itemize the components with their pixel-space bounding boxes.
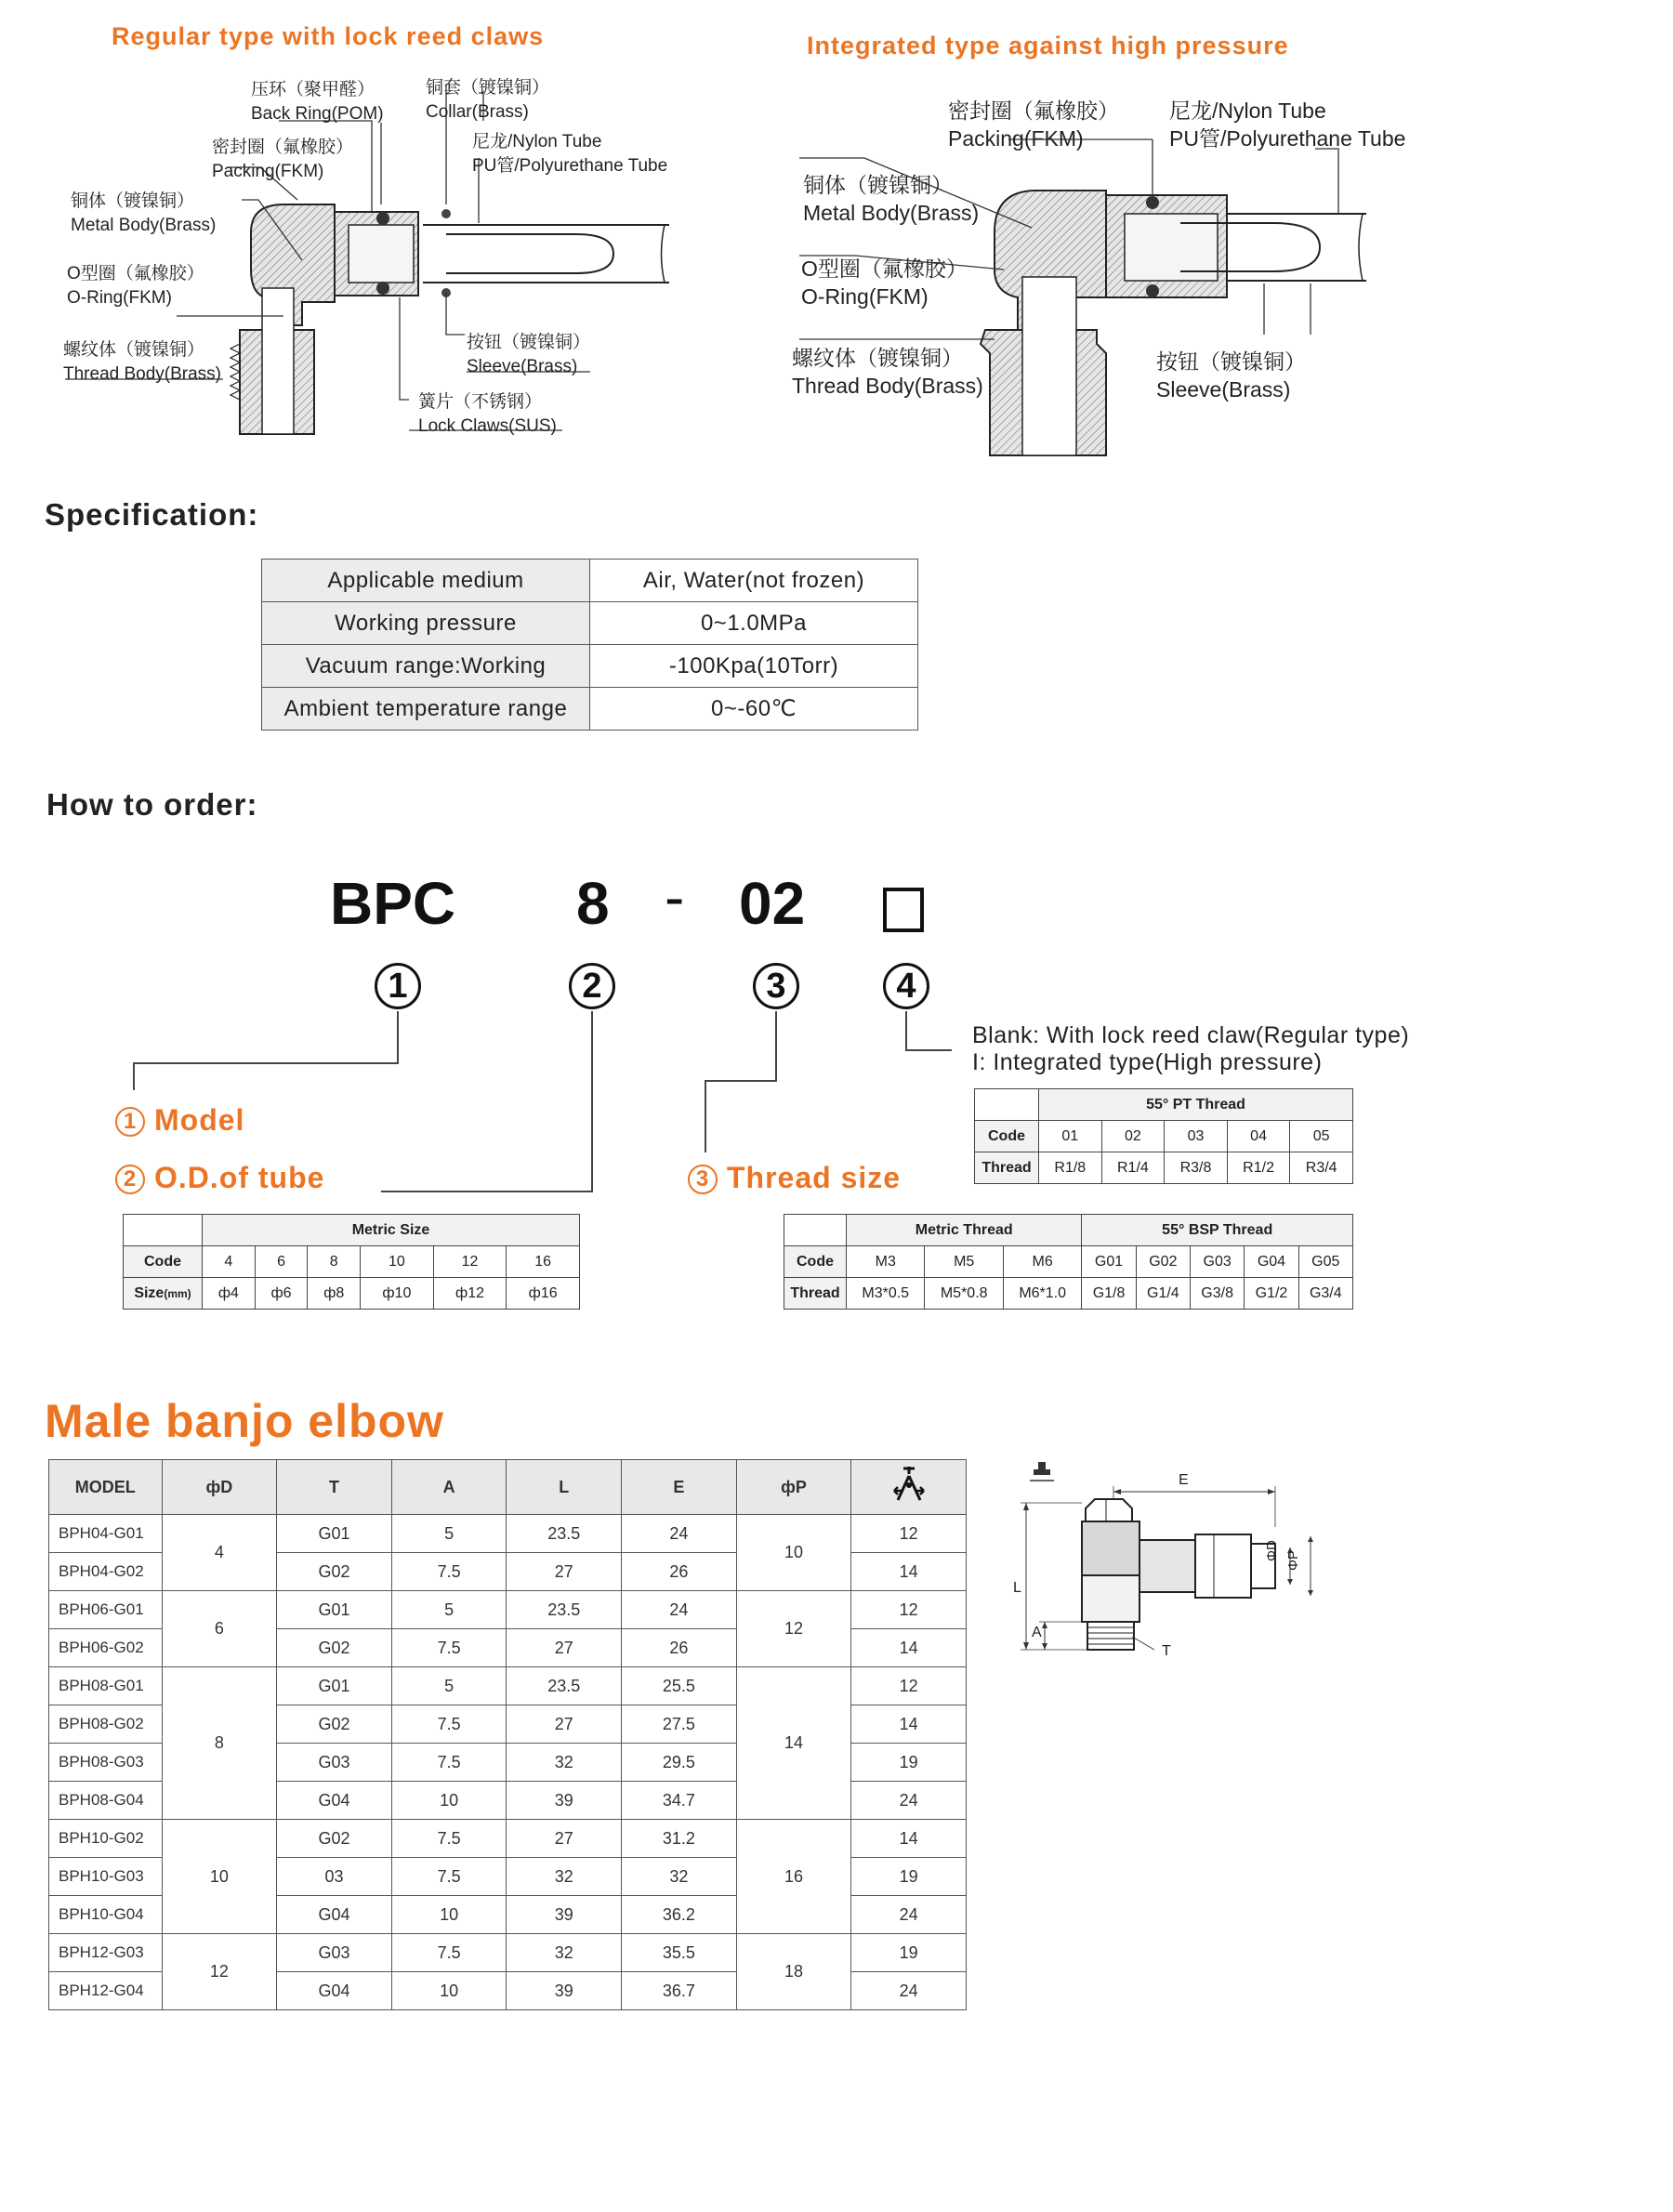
packing-label-en: Packing(FKM) — [212, 162, 324, 181]
collar-label-en: Collar(Brass) — [426, 102, 529, 122]
l-cell: 23.5 — [507, 1591, 622, 1629]
model-cell: BPH10-G04 — [49, 1896, 163, 1934]
tube-label-line2: PU管/Polyurethane Tube — [472, 156, 668, 176]
wrench-cell: 14 — [851, 1629, 967, 1667]
connector-line — [133, 1062, 399, 1064]
model-cell: BPH12-G03 — [49, 1934, 163, 1972]
lock-claws-label-cn: 簧片（不锈钢） — [418, 392, 543, 412]
pt-code-row — [975, 1121, 1353, 1152]
banjo-title: Male banjo elbow — [45, 1395, 444, 1447]
spec-key: Working pressure — [262, 602, 590, 645]
header-a: A — [391, 1460, 507, 1515]
a-cell: 10 — [391, 1972, 507, 2010]
connector-line — [705, 1080, 777, 1082]
l-cell: 39 — [507, 1972, 622, 2010]
wrench-cell: 19 — [851, 1858, 967, 1896]
wrench-size-icon — [890, 1465, 928, 1506]
int-tube-label-line1: 尼龙/Nylon Tube — [1169, 99, 1326, 123]
dim-l-label: L — [1013, 1580, 1021, 1596]
int-metal-body-label-cn: 铜体（镀镍铜） — [803, 173, 953, 197]
wrench-cell: 12 — [851, 1591, 967, 1629]
model-cell: BPH10-G02 — [49, 1820, 163, 1858]
int-metal-body-label-en: Metal Body(Brass) — [803, 201, 980, 225]
order-code-size: 8 — [576, 870, 610, 937]
int-packing-label-cn: 密封圈（氟橡胶） — [948, 99, 1119, 123]
connector-line — [905, 1011, 907, 1050]
integrated-type-title: Integrated type against high pressure — [807, 32, 1289, 59]
e-cell: 25.5 — [622, 1667, 737, 1705]
model-cell: BPH04-G01 — [49, 1515, 163, 1553]
metric-code-cell: 10 — [361, 1246, 434, 1278]
pt-code-cell: 04 — [1227, 1121, 1290, 1152]
t-cell: G03 — [277, 1934, 392, 1972]
metric-size-cell: ф16 — [507, 1278, 580, 1310]
l-cell: 23.5 — [507, 1515, 622, 1553]
sleeve-label-en: Sleeve(Brass) — [467, 357, 578, 376]
metric-size-label: Size(mm) — [124, 1278, 203, 1310]
back-ring-label-cn: 压环（聚甲醛） — [251, 80, 375, 99]
dim-e-label: E — [1179, 1472, 1189, 1488]
mb-thread-row — [784, 1278, 1353, 1310]
model-cell: BPH08-G03 — [49, 1744, 163, 1782]
connector-line — [775, 1011, 777, 1081]
order-code-model: BPC — [330, 870, 456, 937]
regular-type-diagram — [56, 65, 725, 455]
mb-thread-cell: G1/4 — [1136, 1278, 1190, 1310]
pt-code-cell: 05 — [1290, 1121, 1353, 1152]
order-code-suffix-box — [883, 888, 924, 932]
lock-claws-label-en: Lock Claws(SUS) — [418, 416, 557, 436]
spec-value: Air, Water(not frozen) — [590, 560, 918, 602]
t-cell: G01 — [277, 1591, 392, 1629]
int-thread-body-label-en: Thread Body(Brass) — [792, 374, 983, 398]
metric-size-cell: ф10 — [361, 1278, 434, 1310]
regular-type-title: Regular type with lock reed claws — [112, 22, 545, 50]
l-cell: 27 — [507, 1629, 622, 1667]
model-cell: BPH12-G04 — [49, 1972, 163, 2010]
metal-body-label-en: Metal Body(Brass) — [71, 216, 217, 235]
mb-code-cell: G03 — [1191, 1246, 1245, 1278]
a-cell: 5 — [391, 1515, 507, 1553]
l-cell: 32 — [507, 1934, 622, 1972]
metric-size-cell: ф8 — [308, 1278, 361, 1310]
int-tube-label-line2: PU管/Polyurethane Tube — [1169, 126, 1406, 151]
p-cell: 16 — [736, 1820, 851, 1934]
metric-code-cell: 4 — [203, 1246, 256, 1278]
t-cell: G02 — [277, 1820, 392, 1858]
t-cell: G02 — [277, 1553, 392, 1591]
connector-line — [133, 1062, 135, 1090]
p-cell: 18 — [736, 1934, 851, 2010]
p-cell: 14 — [736, 1667, 851, 1820]
how-to-order-title: How to order: — [46, 787, 258, 822]
p-cell: 10 — [736, 1515, 851, 1591]
metal-body-label-cn: 铜体（镀镍铜） — [71, 191, 195, 211]
e-cell: 26 — [622, 1629, 737, 1667]
order-number-2: 2 — [569, 963, 615, 1009]
header-l: L — [507, 1460, 622, 1515]
d-cell: 6 — [162, 1591, 277, 1667]
e-cell: 36.2 — [622, 1896, 737, 1934]
header-d: фD — [162, 1460, 277, 1515]
metric-bsp-thread-table — [784, 1214, 1353, 1310]
legend-number-2: 2 — [115, 1165, 145, 1194]
metric-code-cell: 6 — [255, 1246, 308, 1278]
t-cell: G01 — [277, 1515, 392, 1553]
mb-thread-label: Thread — [784, 1278, 847, 1310]
int-thread-body-label-cn: 螺纹体（镀镍铜） — [792, 346, 963, 370]
legend-number-1: 1 — [115, 1107, 145, 1137]
mb-thread-cell: G3/8 — [1191, 1278, 1245, 1310]
pt-thread-header: 55° PT Thread — [1039, 1089, 1353, 1121]
int-oring-label-en: O-Ring(FKM) — [801, 284, 929, 309]
mb-code-cell: G01 — [1082, 1246, 1136, 1278]
spec-key: Vacuum range:Working — [262, 645, 590, 688]
t-cell: G04 — [277, 1972, 392, 2010]
bsp-thread-header: 55° BSP Thread — [1082, 1215, 1353, 1246]
mb-code-row — [784, 1246, 1353, 1278]
e-cell: 31.2 — [622, 1820, 737, 1858]
wrench-cell: 14 — [851, 1820, 967, 1858]
wrench-cell: 24 — [851, 1896, 967, 1934]
pt-thread-row — [975, 1152, 1353, 1184]
oring-label-en: O-Ring(FKM) — [67, 288, 172, 308]
metric-size-cell: ф12 — [433, 1278, 507, 1310]
dim-p-label: ΦP — [1285, 1550, 1301, 1571]
metric-size-cell: ф4 — [203, 1278, 256, 1310]
a-cell: 7.5 — [391, 1744, 507, 1782]
a-cell: 5 — [391, 1667, 507, 1705]
e-cell: 24 — [622, 1515, 737, 1553]
metric-code-cell: 8 — [308, 1246, 361, 1278]
pt-thread-cell: R3/4 — [1290, 1152, 1353, 1184]
order-number-3: 3 — [753, 963, 799, 1009]
mb-thread-cell: G3/4 — [1298, 1278, 1352, 1310]
p-cell: 12 — [736, 1591, 851, 1667]
table-row — [49, 1934, 967, 1972]
header-p: фP — [736, 1460, 851, 1515]
mb-code-cell: G05 — [1298, 1246, 1352, 1278]
wrench-cell: 14 — [851, 1705, 967, 1744]
d-cell: 8 — [162, 1667, 277, 1820]
metric-size-cell: ф6 — [255, 1278, 308, 1310]
model-cell: BPH10-G03 — [49, 1858, 163, 1896]
spec-key: Ambient temperature range — [262, 688, 590, 731]
mb-thread-cell: M6*1.0 — [1003, 1278, 1081, 1310]
suffix-description — [972, 1022, 1409, 1076]
header-t: T — [277, 1460, 392, 1515]
t-cell: G02 — [277, 1705, 392, 1744]
t-cell: G03 — [277, 1744, 392, 1782]
spec-row — [262, 560, 918, 602]
banjo-header-row — [49, 1460, 967, 1515]
order-number-1: 1 — [375, 963, 421, 1009]
metric-code-cell: 12 — [433, 1246, 507, 1278]
suffix-line-2: I: Integrated type(High pressure) — [972, 1049, 1323, 1075]
a-cell: 7.5 — [391, 1553, 507, 1591]
e-cell: 27.5 — [622, 1705, 737, 1744]
wrench-cell: 14 — [851, 1553, 967, 1591]
e-cell: 35.5 — [622, 1934, 737, 1972]
header-wrench — [851, 1460, 967, 1515]
legend-thread: 3 Thread size — [688, 1161, 901, 1195]
tube-label-line1: 尼龙/Nylon Tube — [472, 132, 602, 151]
spec-row — [262, 645, 918, 688]
wrench-cell: 19 — [851, 1934, 967, 1972]
connector-line — [591, 1011, 593, 1192]
dim-d-label: ΦD — [1264, 1540, 1280, 1561]
metric-size-row — [124, 1278, 580, 1310]
d-cell: 10 — [162, 1820, 277, 1934]
metric-size-table — [123, 1214, 580, 1310]
pt-thread-cell: R1/4 — [1101, 1152, 1165, 1184]
metric-code-cell: 16 — [507, 1246, 580, 1278]
pt-thread-cell: R1/8 — [1039, 1152, 1102, 1184]
packing-label-cn: 密封圈（氟橡胶） — [212, 138, 354, 157]
spec-key: Applicable medium — [262, 560, 590, 602]
a-cell: 7.5 — [391, 1820, 507, 1858]
l-cell: 27 — [507, 1820, 622, 1858]
header-e: E — [622, 1460, 737, 1515]
model-cell: BPH08-G04 — [49, 1782, 163, 1820]
mb-code-cell: M5 — [925, 1246, 1003, 1278]
pt-code-label: Code — [975, 1121, 1039, 1152]
d-cell: 4 — [162, 1515, 277, 1591]
spec-row — [262, 602, 918, 645]
wrench-cell: 24 — [851, 1972, 967, 2010]
back-ring-label-en: Back Ring(POM) — [251, 104, 384, 124]
spec-value: -100Kpa(10Torr) — [590, 645, 918, 688]
metric-thread-header: Metric Thread — [847, 1215, 1082, 1246]
model-cell: BPH04-G02 — [49, 1553, 163, 1591]
t-cell: G04 — [277, 1896, 392, 1934]
int-packing-label-en: Packing(FKM) — [948, 126, 1084, 151]
banjo-dimension-drawing — [1013, 1455, 1329, 1664]
wrench-cell: 12 — [851, 1515, 967, 1553]
metric-size-header: Metric Size — [203, 1215, 580, 1246]
mb-code-cell: M6 — [1003, 1246, 1081, 1278]
order-code-dash: - — [665, 863, 685, 930]
l-cell: 39 — [507, 1782, 622, 1820]
metric-code-label: Code — [124, 1246, 203, 1278]
table-row — [49, 1820, 967, 1858]
dim-a-label: A — [1032, 1625, 1042, 1640]
mb-thread-cell: G1/8 — [1082, 1278, 1136, 1310]
a-cell: 7.5 — [391, 1858, 507, 1896]
mb-code-cell: M3 — [847, 1246, 925, 1278]
t-cell: G04 — [277, 1782, 392, 1820]
l-cell: 39 — [507, 1896, 622, 1934]
int-sleeve-label-en: Sleeve(Brass) — [1156, 377, 1291, 402]
thread-body-label-en: Thread Body(Brass) — [63, 364, 222, 384]
l-cell: 27 — [507, 1553, 622, 1591]
spec-value: 0~1.0MPa — [590, 602, 918, 645]
mb-code-cell: G04 — [1245, 1246, 1298, 1278]
connector-line — [705, 1080, 706, 1152]
spec-row — [262, 688, 918, 731]
metric-code-row — [124, 1246, 580, 1278]
a-cell: 10 — [391, 1896, 507, 1934]
t-cell: 03 — [277, 1858, 392, 1896]
mb-code-label: Code — [784, 1246, 847, 1278]
e-cell: 36.7 — [622, 1972, 737, 2010]
connector-line — [381, 1191, 593, 1192]
t-cell: G01 — [277, 1667, 392, 1705]
t-cell: G02 — [277, 1629, 392, 1667]
specification-table — [261, 559, 918, 731]
table-row — [49, 1667, 967, 1705]
specification-title: Specification: — [45, 497, 259, 532]
mb-thread-cell: M5*0.8 — [925, 1278, 1003, 1310]
d-cell: 12 — [162, 1934, 277, 2010]
pt-code-cell: 03 — [1165, 1121, 1228, 1152]
connector-line — [397, 1011, 399, 1063]
table-row — [49, 1515, 967, 1553]
l-cell: 27 — [507, 1705, 622, 1744]
a-cell: 7.5 — [391, 1629, 507, 1667]
pt-thread-cell: R3/8 — [1165, 1152, 1228, 1184]
order-number-4: 4 — [883, 963, 929, 1009]
a-cell: 10 — [391, 1782, 507, 1820]
model-cell: BPH06-G02 — [49, 1629, 163, 1667]
mb-thread-cell: G1/2 — [1245, 1278, 1298, 1310]
mb-code-cell: G02 — [1136, 1246, 1190, 1278]
table-row — [49, 1591, 967, 1629]
pt-thread-cell: R1/2 — [1227, 1152, 1290, 1184]
e-cell: 26 — [622, 1553, 737, 1591]
a-cell: 7.5 — [391, 1705, 507, 1744]
pt-thread-table — [974, 1088, 1353, 1184]
e-cell: 24 — [622, 1591, 737, 1629]
a-cell: 7.5 — [391, 1934, 507, 1972]
order-code-thread: 02 — [739, 870, 806, 937]
a-cell: 5 — [391, 1591, 507, 1629]
dim-t-label: T — [1162, 1643, 1171, 1659]
model-cell: BPH06-G01 — [49, 1591, 163, 1629]
e-cell: 29.5 — [622, 1744, 737, 1782]
legend-number-3: 3 — [688, 1165, 718, 1194]
e-cell: 32 — [622, 1858, 737, 1896]
oring-label-cn: O型圈（氟橡胶） — [67, 264, 204, 283]
suffix-line-1: Blank: With lock reed claw(Regular type) — [972, 1022, 1410, 1048]
e-cell: 34.7 — [622, 1782, 737, 1820]
wrench-cell: 12 — [851, 1667, 967, 1705]
model-cell: BPH08-G02 — [49, 1705, 163, 1744]
pt-code-cell: 02 — [1101, 1121, 1165, 1152]
int-oring-label-cn: O型圈（氟橡胶） — [801, 257, 968, 281]
header-model: MODEL — [49, 1460, 163, 1515]
wrench-cell: 19 — [851, 1744, 967, 1782]
model-cell: BPH08-G01 — [49, 1667, 163, 1705]
l-cell: 23.5 — [507, 1667, 622, 1705]
l-cell: 32 — [507, 1858, 622, 1896]
l-cell: 32 — [507, 1744, 622, 1782]
collar-label-cn: 铜套（镀镍铜） — [426, 78, 550, 98]
spec-value: 0~-60℃ — [590, 688, 918, 731]
thread-body-label-cn: 螺纹体（镀镍铜） — [63, 340, 205, 360]
int-sleeve-label-cn: 按钮（镀镍铜） — [1156, 349, 1306, 374]
legend-tube: 2 O.D.of tube — [115, 1161, 324, 1195]
banjo-table — [48, 1459, 967, 2010]
sleeve-label-cn: 按钮（镀镍铜） — [467, 333, 591, 352]
connector-line — [905, 1049, 952, 1051]
legend-model: 1 Model — [115, 1103, 244, 1138]
pt-code-cell: 01 — [1039, 1121, 1102, 1152]
wrench-cell: 24 — [851, 1782, 967, 1820]
pt-thread-label: Thread — [975, 1152, 1039, 1184]
mb-thread-cell: M3*0.5 — [847, 1278, 925, 1310]
